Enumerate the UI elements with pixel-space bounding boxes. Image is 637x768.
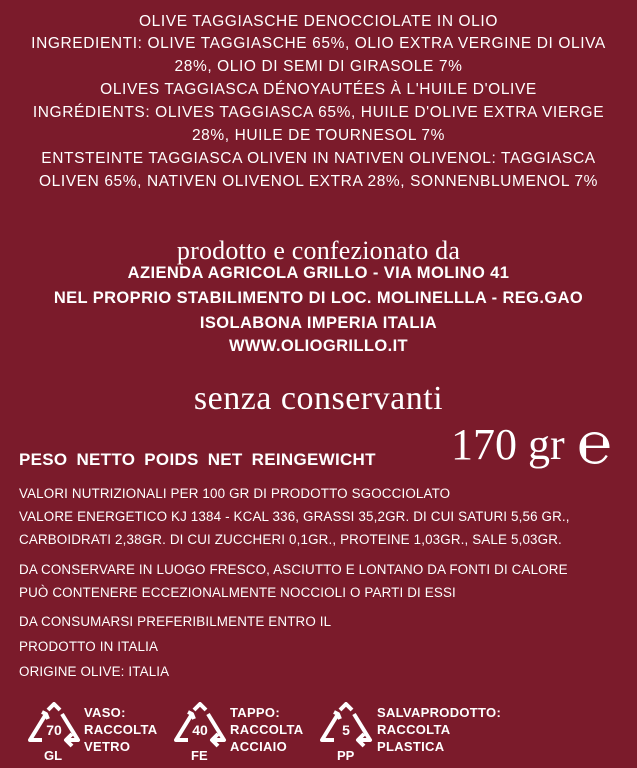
recycle-triangle-icon (26, 702, 82, 752)
recycle-label-glass (84, 704, 157, 755)
recycle-triangle-icon (172, 702, 228, 752)
ingredients-it-title: OLIVE TAGGIASCHE DENOCCIOLATE IN OLIO (139, 13, 498, 30)
recycle-label-line: TAPPO: (230, 705, 280, 720)
best-before: DA CONSUMARSI PREFERIBILMENTE ENTRO IL (19, 614, 332, 629)
recycle-label-line: RACCOLTA (377, 722, 451, 737)
recycle-label-plastic (377, 704, 501, 755)
nutrition-line3: CARBOIDRATI 2,38GR. DI CUI ZUCCHERI 0,1GR., PROTEINE 1,03GR., SALE 5,03GR. (19, 532, 562, 547)
claim-no-preservatives: senza conservanti (193, 380, 444, 417)
net-weight-labels: PESO NETTO POIDS NET REINGEWICHT (19, 450, 376, 469)
recycle-code-gl: GL (44, 748, 63, 763)
producer-intro: prodotto e confezionato da (176, 236, 461, 265)
ingredients-fr-line2: 28%, HUILE DE TOURNESOL 7% (191, 127, 446, 144)
recycle-label-line: VETRO (84, 739, 131, 754)
ingredients-fr-title: OLIVES TAGGIASCA DÉNOYAUTÉES À L'HUILE D'OLIVE (100, 81, 537, 98)
recycling-steel (172, 702, 228, 752)
recycle-code-pp: PP (337, 748, 355, 763)
recycling-plastic (318, 702, 374, 752)
recycling-glass (26, 702, 82, 752)
producer-line1: AZIENDA AGRICOLA GRILLO - VIA MOLINO 41 (127, 264, 510, 282)
ingredients-it-line2: 28%, OLIO DI SEMI DI GIRASOLE 7% (174, 58, 463, 75)
recycle-label-line: RACCOLTA (230, 722, 304, 737)
storage-line2: PUÒ CONTENERE ECCEZIONALMENTE NOCCIOLI O PARTI DI ESSI (19, 585, 456, 600)
recycle-label-line: PLASTICA (377, 739, 445, 754)
storage-line1: DA CONSERVARE IN LUOGO FRESCO, ASCIUTTO E LONTANO DA FONTI DI CALORE (19, 562, 568, 577)
recycle-number: 40 (192, 722, 208, 738)
recycle-label-line: SALVAPRODOTTO: (377, 705, 502, 720)
estimated-sign-icon: ℮ (577, 411, 612, 476)
origin-olives: ORIGINE OLIVE: ITALIA (19, 664, 170, 679)
recycle-label-steel (230, 704, 303, 755)
ingredients-fr-line1: INGRÉDIENTS: OLIVES TAGGIASCA 65%, HUILE D'OLIVE EXTRA VIERGE (32, 104, 605, 121)
ingredients-de-line1: ENTSTEINTE TAGGIASCA OLIVEN IN NATIVEN OLIVENOL: TAGGIASCA (41, 150, 596, 167)
net-weight-value: 170 gr (451, 420, 565, 469)
ingredients-it-line1: INGREDIENTI: OLIVE TAGGIASCHE 65%, OLIO EXTRA VERGINE DI OLIVA (31, 35, 606, 52)
producer-line2: NEL PROPRIO STABILIMENTO DI LOC. MOLINELLLA - REG.GAO (53, 289, 584, 307)
recycle-triangle-icon (318, 702, 374, 752)
producer-line3: ISOLABONA IMPERIA ITALIA (199, 314, 438, 332)
ingredients-de-line2: OLIVEN 65%, NATIVEN OLIVENOL EXTRA 28%, SONNENBLUMENOL 7% (38, 173, 599, 190)
recycle-code-fe: FE (191, 748, 208, 763)
recycle-label-line: VASO: (84, 705, 126, 720)
recycle-label-line: ACCIAIO (230, 739, 287, 754)
producer-website: WWW.OLIOGRILLO.IT (228, 337, 409, 355)
origin-product: PRODOTTO IN ITALIA (19, 639, 159, 654)
recycle-label-line: RACCOLTA (84, 722, 158, 737)
recycle-number: 5 (342, 722, 350, 738)
recycle-number: 70 (46, 722, 62, 738)
nutrition-line2: VALORE ENERGETICO KJ 1384 - KCAL 336, GRASSI 35,2GR. DI CUI SATURI 5,56 GR., (19, 509, 570, 524)
nutrition-line1: VALORI NUTRIZIONALI PER 100 GR DI PRODOTTO SGOCCIOLATO (19, 486, 451, 501)
